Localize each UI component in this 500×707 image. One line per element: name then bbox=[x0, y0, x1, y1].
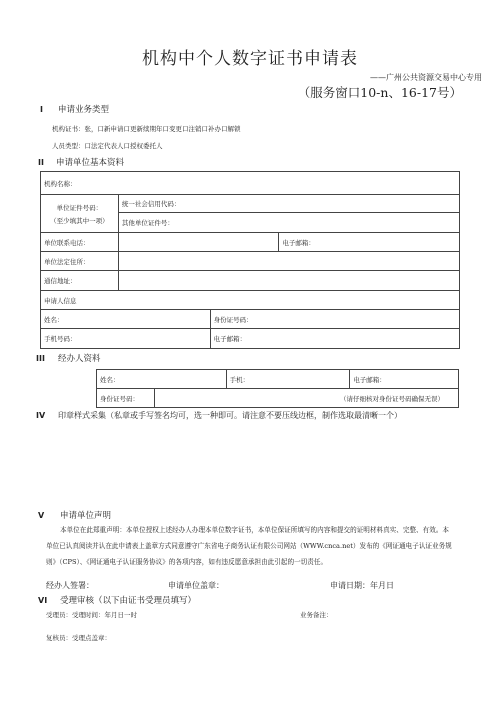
agent-id-note[interactable]: （请仔细核对身份证号码确保无误） bbox=[154, 389, 458, 408]
section-6-heading bbox=[38, 594, 196, 606]
reviewer-field[interactable]: 复核员：受理点盖章： bbox=[46, 634, 111, 642]
section-4-heading bbox=[36, 410, 402, 421]
unit-declaration-text: 本单位在此郑重声明：本单位授权上述经办人办理本单位数字证书，本单位保证所填写的内容和提交的证明材料真实、完整、有效。本单位已认真阅读并认在此申请表上盖章方式同意遵守广东省电子商务认证有限公司网站（WWW.cnca.net）发布的《网证通电子认证业务规则》（CPS）、《网证通电子认证服务协议》的各项内容，如有违反愿意承担由此引起的一切责任。 bbox=[46, 526, 452, 566]
contact-phone-label: 单位联系电话： bbox=[41, 233, 119, 252]
section-2-heading bbox=[38, 156, 124, 168]
section-2-title: 申请单位基本资料 bbox=[56, 158, 125, 168]
person-type-options: 人员类型：口法定代表人口授权委托人 bbox=[52, 142, 163, 150]
mail-address-label: 通信地址： bbox=[41, 271, 119, 291]
section-5-number: V bbox=[38, 511, 45, 520]
business-remarks-field[interactable]: 业务备注： bbox=[300, 611, 333, 619]
section-4-title: 印章样式采集（私章或手写签名均可，选一种即可。请注意不要压线边框，制作选取最清晰一个） bbox=[58, 411, 402, 420]
agent-signature-label[interactable]: 经办人签署： bbox=[46, 581, 94, 590]
applicant-name-field[interactable]: 姓名： bbox=[41, 310, 211, 329]
seal-sample-area[interactable] bbox=[60, 426, 460, 506]
unit-info-table bbox=[40, 171, 460, 349]
section-3-number: III bbox=[36, 354, 45, 363]
section-1-number: I bbox=[40, 105, 43, 114]
mail-address-value[interactable] bbox=[118, 271, 459, 291]
agent-info-table bbox=[96, 369, 459, 408]
applicant-id-field[interactable]: 身份证号码： bbox=[210, 310, 459, 329]
other-cert-field[interactable]: 其他单位证件号： bbox=[118, 213, 459, 233]
legal-address-value[interactable] bbox=[118, 252, 459, 271]
org-name-field[interactable]: 机构名称： bbox=[41, 172, 460, 195]
applicant-email-field[interactable]: 电子邮箱： bbox=[210, 329, 459, 349]
subtitle-dedicated: ——广州公共资源交易中心专用 bbox=[370, 73, 482, 82]
credit-code-field[interactable]: 统一社会信用代码： bbox=[118, 195, 459, 213]
applicant-info-header: 申请人信息 bbox=[41, 291, 460, 310]
legal-address-label: 单位法定住所： bbox=[41, 252, 119, 271]
email-field[interactable]: 电子邮箱： bbox=[279, 233, 460, 252]
unit-seal-label[interactable]: 申请单位盖章： bbox=[168, 581, 224, 590]
agent-id-label: 身份证号码： bbox=[97, 389, 155, 408]
section-4-number: IV bbox=[36, 411, 46, 420]
org-cert-options: 机构证书：张，口新申请口更新续期年口变更口注销口补办口解锁 bbox=[52, 125, 241, 133]
cert-no-label-cell bbox=[41, 195, 119, 233]
section-5-heading bbox=[38, 509, 111, 521]
section-3-heading bbox=[36, 352, 101, 364]
acceptor-field[interactable]: 受理员：受理时间：年月日一时 bbox=[46, 611, 137, 619]
apply-date-label[interactable]: 申请日期：年月日 bbox=[330, 581, 394, 590]
section-5-title: 申请单位声明 bbox=[60, 511, 112, 521]
subtitle-window: （服务窗口10-n、16-17号） bbox=[297, 85, 462, 100]
contact-phone-value[interactable] bbox=[118, 233, 279, 252]
cert-no-note: （至少填其中一项） bbox=[50, 216, 109, 225]
applicant-mobile-field[interactable]: 手机号码： bbox=[41, 329, 211, 349]
section-1-heading bbox=[40, 103, 109, 115]
agent-email-field[interactable]: 电子邮箱： bbox=[350, 370, 459, 389]
section-3-title: 经办人资料 bbox=[58, 354, 101, 364]
section-2-number: II bbox=[38, 158, 44, 167]
page-title: 机构中个人数字证书申请表 bbox=[142, 49, 358, 69]
cert-no-label: 单位证件号码： bbox=[56, 203, 103, 212]
section-1-title: 申请业务类型 bbox=[58, 105, 110, 115]
agent-name-field[interactable]: 姓名： bbox=[97, 370, 227, 389]
section-6-number: VI bbox=[38, 596, 48, 605]
agent-mobile-field[interactable]: 手机： bbox=[226, 370, 350, 389]
section-6-title: 受理审核（以下由证书受理员填写） bbox=[60, 596, 197, 606]
